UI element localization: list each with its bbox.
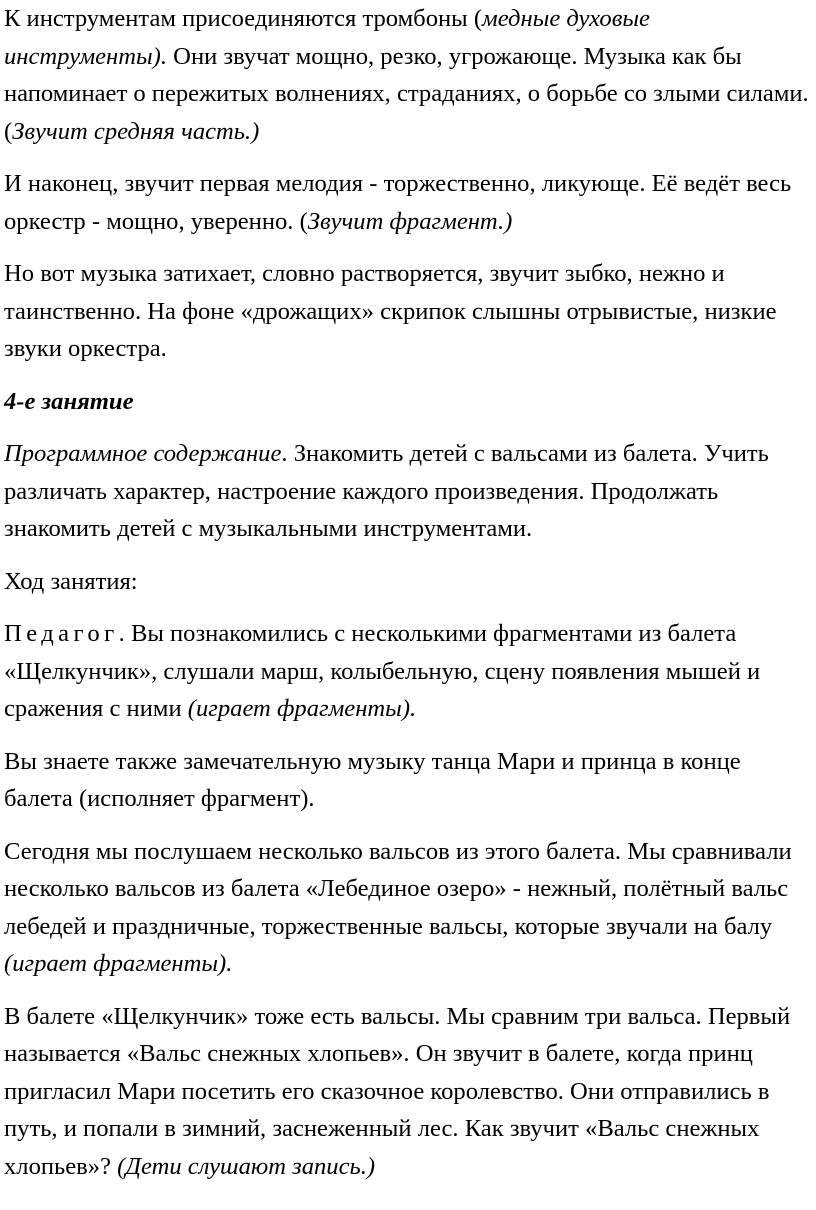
- paragraph-trombones: [4, 0, 812, 150]
- paragraph-first-melody: [4, 165, 812, 240]
- paragraph-italic-note: (играет фрагменты): [4, 950, 227, 977]
- paragraph-text: .: [410, 695, 417, 722]
- speaker-label: Педагог: [4, 620, 119, 647]
- paragraph-italic-note: (играет фрагменты): [187, 695, 411, 722]
- paragraph-italic-note: медные духовые инструменты).: [4, 5, 650, 70]
- paragraph-text: . Вы познакомились с несколькими фрагментами из балета «Щелкунчик», слушали марш, колыбельную, сцену появления мышей и сражения с ними: [4, 620, 761, 722]
- paragraph-mari-prince-dance: [4, 743, 812, 818]
- paragraph-text: К инструментам присоединяются тромбоны (: [4, 5, 483, 32]
- paragraph-waltzes-today: [4, 833, 812, 983]
- paragraph-italic-note: (Дети слушают запись.): [117, 1152, 376, 1180]
- paragraph-text: И наконец, звучит первая мелодия - торжественно, ликующе. Её ведёт весь оркестр - мощно, уверенно. (: [4, 170, 792, 235]
- paragraph-italic-note: Звучит фрагмент.): [307, 207, 513, 235]
- paragraph-text: Вы знаете также замечательную музыку танца Мари и принца в конце балета (исполняет фрагмент).: [4, 747, 741, 812]
- paragraph-text: Но вот музыка затихает, словно растворяется, звучит зыбко, нежно и таинственно. На фоне «дрожащих» скрипок слышны отрывистые, низкие звуки оркестра.: [4, 260, 777, 362]
- paragraph-lesson-course: [4, 563, 812, 601]
- paragraph-text: Они звучат мощно, резко, угрожающе. Музыка как бы напоминает о пережитых волнениях, страданиях, о борьбе со злыми силами. (: [4, 42, 809, 145]
- paragraph-italic-note: Звучит средняя часть.): [12, 117, 260, 145]
- paragraph-text: Ход занятия:: [4, 567, 138, 595]
- paragraph-program-content: [4, 435, 812, 548]
- paragraph-snowflake-waltz: [4, 998, 812, 1186]
- paragraph-teacher-intro: [4, 615, 812, 728]
- paragraph-text: В балете «Щелкунчик» тоже есть вальсы. Мы сравним три вальса. Первый называется «Вальс снежных хлопьев». Он звучит в балете, когда принц пригласил Мари посетить его сказочное королевство. Они отправились в путь, и попали в зимний, заснеженный лес. Как звучит «Вальс снежных хлопьев»?: [4, 1002, 791, 1180]
- paragraph-text: .: [226, 950, 233, 977]
- paragraph-text: Сегодня мы послушаем несколько вальсов из этого балета. Мы сравнивали несколько вальсов из балета «Лебединое озеро» - нежный, полётный вальс лебедей и праздничные, торжественные вальсы, которые звучали на балу: [4, 837, 792, 940]
- paragraph-music-fades: [4, 255, 812, 368]
- paragraph-text: . Знакомить детей с вальсами из балета. Учить различать характер, настроение каждого произведения. Продолжать знакомить детей с музыкальными инструментами.: [4, 440, 769, 542]
- section-heading: 4-е занятие: [4, 387, 134, 415]
- paragraph-italic-term: Программное содержание: [4, 440, 282, 467]
